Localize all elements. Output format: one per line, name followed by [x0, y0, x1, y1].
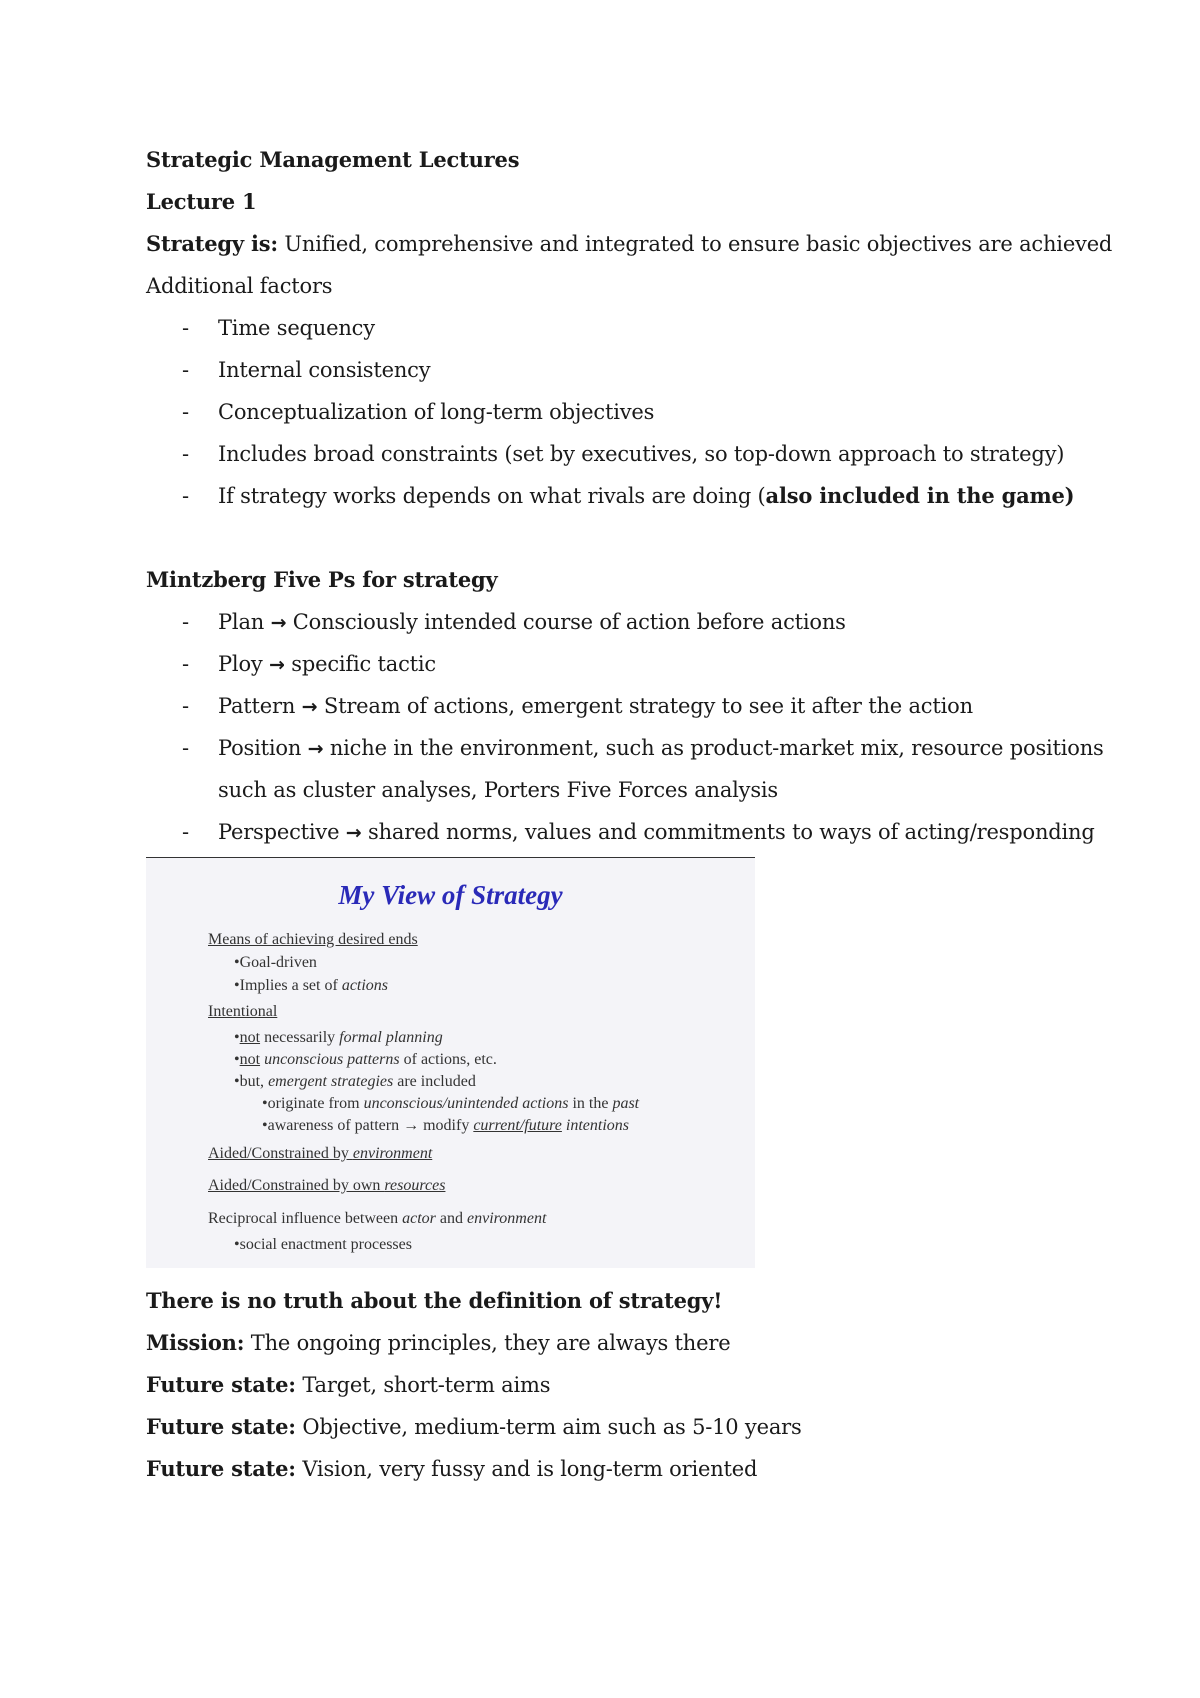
slide-social: • social enactment processes [234, 1235, 412, 1255]
slide-text: not [239, 1051, 261, 1068]
future-state-vision [146, 1455, 757, 1483]
arrow-right-icon: → [270, 612, 287, 634]
slide-originate [262, 1094, 639, 1114]
slide-text: awareness of pattern → modify [267, 1117, 474, 1134]
slide-text: and [435, 1210, 468, 1227]
five-p-desc: Stream of actions, emergent strategy to see it after the action [323, 694, 973, 718]
strategy-definition [146, 230, 1112, 258]
list-item: Includes broad constraints (set by executives, so top-down approach to strategy) [218, 442, 1065, 466]
slide-not1 [234, 1028, 443, 1048]
five-p-pattern [218, 692, 973, 721]
future-state-objective [146, 1413, 802, 1441]
rivals-text: If strategy works depends on what rivals are doing ( [218, 484, 766, 508]
future-state-target [146, 1371, 550, 1399]
list-dash: - [182, 652, 190, 676]
slide-text: Aided/Constrained by own [208, 1177, 385, 1194]
slide-not2 [234, 1050, 497, 1070]
slide-text: intentions [561, 1117, 630, 1134]
five-p-term: Pattern [218, 694, 296, 718]
slide-text: Reciprocal influence between [208, 1210, 403, 1227]
arrow-right-icon: → [345, 822, 362, 844]
slide-text: Aided/Constrained by [208, 1145, 353, 1162]
slide-title: My View of Strategy [338, 880, 563, 910]
strategy-label: Strategy is: [146, 231, 278, 256]
list-dash: - [182, 400, 190, 424]
slide-text: in the [568, 1095, 613, 1112]
list-item: Internal consistency [218, 358, 431, 382]
slide-text: Implies a set of [239, 977, 342, 994]
slide-reciprocal [208, 1209, 546, 1229]
future-state-label: Future state: [146, 1372, 296, 1397]
slide-intentional: Intentional [208, 1003, 278, 1020]
list-item: Time sequency [218, 316, 375, 340]
slide-text: unconscious patterns [260, 1051, 400, 1068]
strategy-slide-image [146, 857, 755, 1268]
arrow-right-icon: → [307, 738, 324, 760]
slide-awareness [262, 1116, 629, 1136]
arrow-right-icon: → [301, 696, 318, 718]
list-dash: - [182, 736, 190, 760]
slide-text: current/future [473, 1117, 562, 1134]
slide-text: necessarily [260, 1029, 340, 1046]
future-state-label: Future state: [146, 1456, 296, 1481]
rivals-bold: also included in the game) [765, 483, 1075, 508]
list-dash: - [182, 610, 190, 634]
slide-text: unconscious/unintended actions [363, 1095, 569, 1112]
slide-text: are included [393, 1073, 476, 1090]
slide-text: but, [239, 1073, 269, 1090]
slide-aided-env [208, 1144, 432, 1164]
arrow-right-icon: → [269, 654, 285, 676]
five-p-ploy [218, 650, 436, 679]
slide-text: formal planning [339, 1029, 443, 1046]
five-ps-heading: Mintzberg Five Ps for strategy [146, 567, 498, 592]
slide-means: Means of achieving desired ends [208, 931, 418, 948]
slide-text: originate from [267, 1095, 364, 1112]
slide-text: emergent strategies [268, 1073, 394, 1090]
additional-factors-label: Additional factors [146, 274, 333, 298]
list-dash: - [182, 694, 190, 718]
five-p-desc: shared norms, values and commitments to ways of acting/responding [368, 820, 1095, 844]
mission-text: The ongoing principles, they are always there [244, 1331, 731, 1355]
future-state-text: Objective, medium-term aim such as 5-10 years [295, 1415, 802, 1439]
list-dash: - [182, 316, 190, 340]
five-p-term: Ploy [218, 652, 263, 676]
slide-implies [234, 976, 388, 996]
list-item [218, 482, 1074, 510]
future-state-text: Target, short-term aims [295, 1373, 551, 1397]
slide-text: not [239, 1029, 261, 1046]
future-state-text: Vision, very fussy and is long-term oriented [295, 1457, 758, 1481]
slide-text: resources [384, 1177, 446, 1194]
slide-aided-res [208, 1176, 445, 1196]
slide-text: actions [341, 977, 389, 994]
document-title: Strategic Management Lectures [146, 147, 520, 172]
five-p-desc: Consciously intended course of action before actions [292, 610, 846, 634]
mission-line [146, 1329, 730, 1357]
five-p-term: Position [218, 736, 302, 760]
no-truth-statement: There is no truth about the definition of strategy! [146, 1288, 723, 1313]
five-p-plan [218, 608, 846, 637]
slide-but [234, 1072, 476, 1092]
slide-text: environment [352, 1145, 433, 1162]
future-state-label: Future state: [146, 1414, 296, 1439]
list-dash: - [182, 484, 190, 508]
list-dash: - [182, 358, 190, 382]
list-dash: - [182, 442, 190, 466]
five-p-desc: specific tactic [291, 652, 436, 676]
slide-text: environment [467, 1210, 547, 1227]
list-item: Conceptualization of long-term objectives [218, 400, 655, 424]
five-p-term: Perspective [218, 820, 340, 844]
five-p-desc: niche in the environment, such as product-market mix, resource positions [329, 736, 1104, 760]
strategy-text: Unified, comprehensive and integrated to ensure basic objectives are achieved [277, 232, 1113, 256]
slide-text: of actions, etc. [399, 1051, 497, 1068]
slide-text: actor [402, 1210, 436, 1227]
five-p-term: Plan [218, 610, 265, 634]
mission-label: Mission: [146, 1330, 245, 1355]
five-p-position [218, 734, 1104, 763]
five-p-position-cont: such as cluster analyses, Porters Five Forces analysis [218, 778, 779, 802]
five-p-perspective [218, 818, 1095, 847]
slide-text: past [612, 1095, 640, 1112]
slide-goal: • Goal-driven [234, 953, 317, 973]
list-dash: - [182, 820, 190, 844]
lecture-heading: Lecture 1 [146, 189, 257, 214]
